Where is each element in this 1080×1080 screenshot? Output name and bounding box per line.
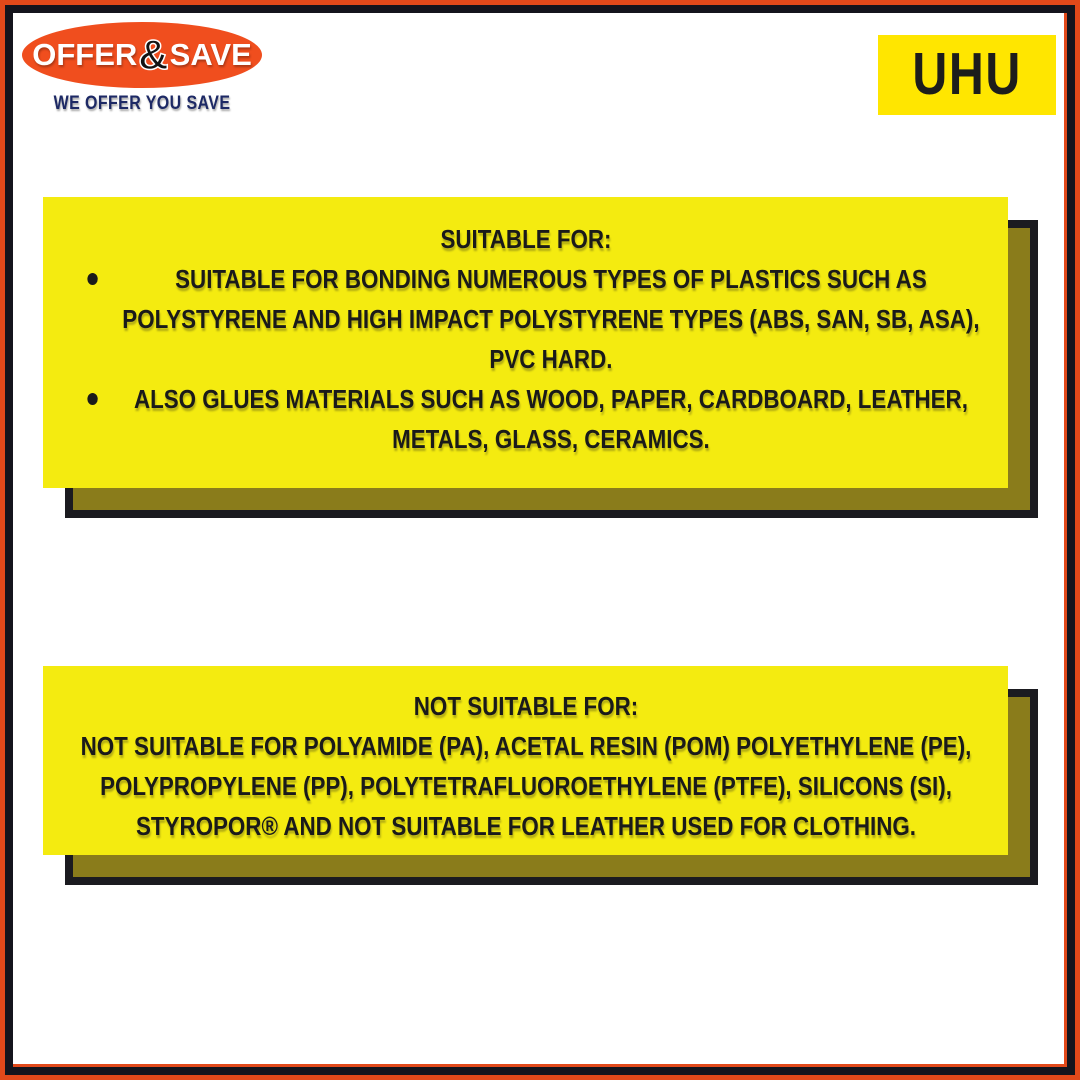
- offer-save-logo: [22, 22, 262, 115]
- suitable-for-heading: SUITABLE FOR:: [440, 224, 612, 254]
- suitable-for-box: [43, 197, 1008, 488]
- not-suitable-for-box-face: [43, 666, 1008, 855]
- not-suitable-for-heading: NOT SUITABLE FOR:: [413, 691, 639, 721]
- offer-save-ellipse: [22, 22, 262, 88]
- list-item-text: SUITABLE FOR BONDING NUMEROUS TYPES OF PLASTICS SUCH AS POLYSTYRENE AND HIGH IMPACT POLYSTYRENE TYPES (ABS, SAN, SB, ASA), PVC HARD.: [122, 264, 980, 374]
- uhu-logo: [878, 35, 1056, 115]
- not-suitable-for-box: [43, 666, 1008, 855]
- inner-black-border: [5, 5, 1075, 1075]
- uhu-logo-text: UHU: [912, 41, 1022, 108]
- not-suitable-for-text: NOT SUITABLE FOR POLYAMIDE (PA), ACETAL RESIN (POM) POLYETHYLENE (PE), POLYPROPYLENE (PP), POLYTETRAFLUOROETHYLENE (PTFE), SILICONS (SI), STYROPOR® AND NOT SUITABLE FOR LEATHER USED FOR CLOTHING.: [80, 731, 972, 841]
- ampersand-text: &: [138, 31, 169, 78]
- bullet-icon: [68, 259, 118, 379]
- save-text: SAVE: [169, 37, 252, 72]
- list-item: [44, 259, 1009, 379]
- offer-save-tagline: WE OFFER YOU SAVE: [53, 93, 231, 114]
- not-suitable-for-content: [44, 666, 1009, 846]
- suitable-for-box-face: [43, 197, 1008, 488]
- list-item: [44, 379, 1009, 459]
- suitable-for-content: [44, 197, 1009, 459]
- bullet-icon: [68, 379, 118, 459]
- offer-text: OFFER: [32, 37, 138, 72]
- list-item-text: ALSO GLUES MATERIALS SUCH AS WOOD, PAPER, CARDBOARD, LEATHER, METALS, GLASS, CERAMICS.: [133, 384, 968, 454]
